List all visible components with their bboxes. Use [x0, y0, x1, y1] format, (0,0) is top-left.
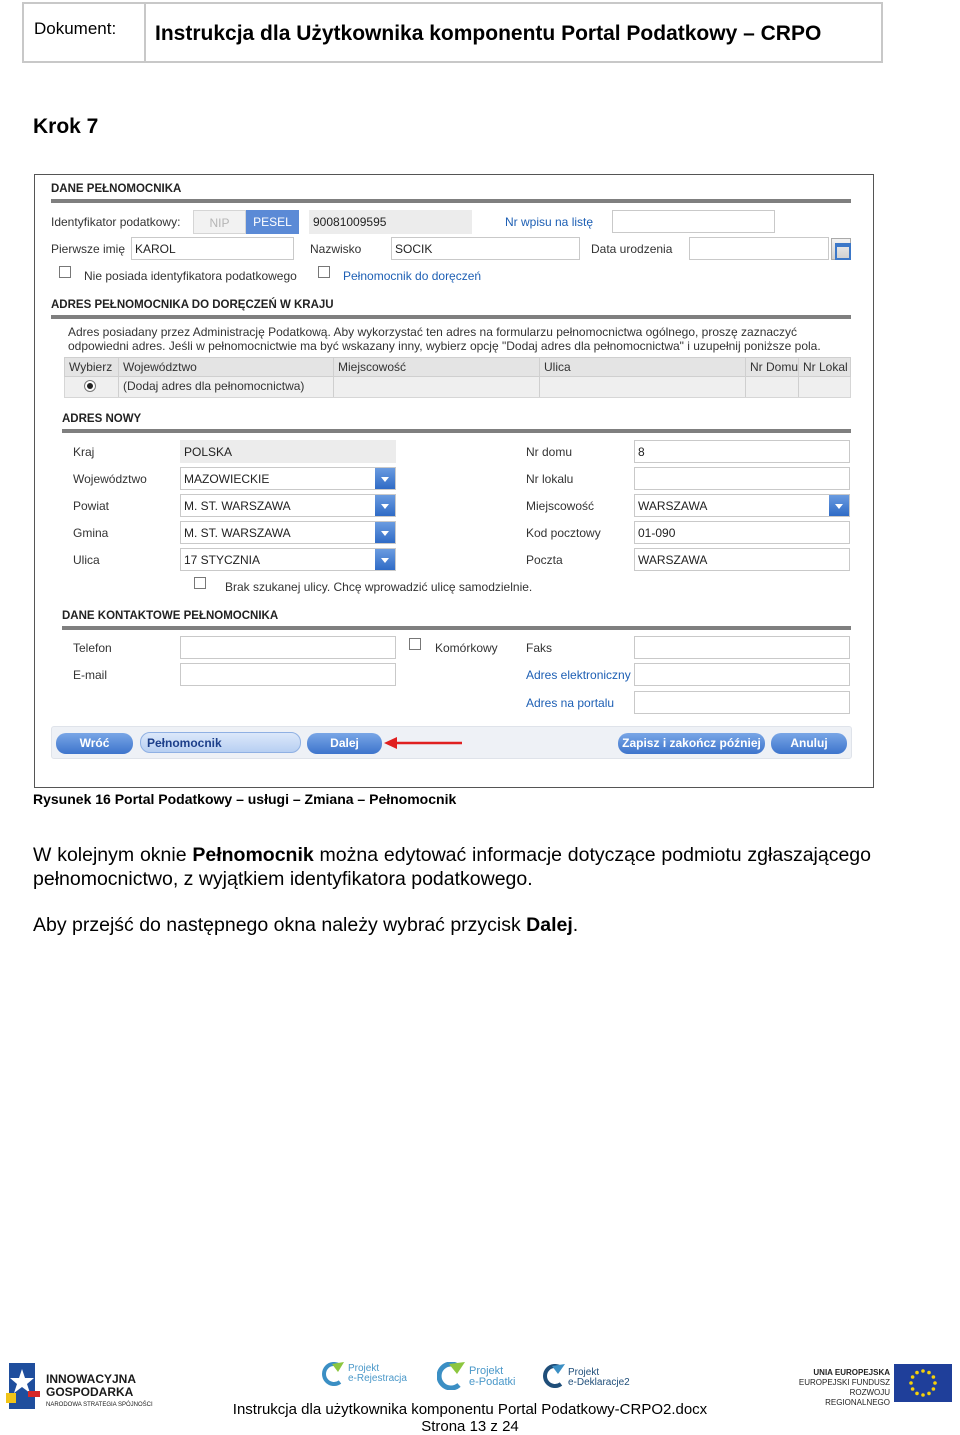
address-radio[interactable]	[84, 380, 96, 392]
email-input[interactable]	[180, 663, 396, 686]
logo-text-line3: NARODOWA STRATEGIA SPÓJNOŚCI	[46, 1402, 153, 1408]
step-indicator-button[interactable]: Pełnomocnik	[140, 732, 301, 753]
first-name-input[interactable]: KAROL	[131, 237, 294, 260]
phone-label: Telefon	[73, 641, 112, 655]
eu-star	[932, 1387, 936, 1391]
eu-text-line2: EUROPEJSKI FUNDUSZ	[798, 1378, 890, 1387]
eu-star	[927, 1392, 931, 1396]
eu-star	[921, 1393, 925, 1397]
project3-line1: Projekt	[568, 1367, 600, 1378]
project3-line2: e-Deklaracje2	[568, 1377, 630, 1388]
e-address-input[interactable]	[634, 663, 850, 686]
eu-star	[915, 1371, 919, 1375]
eu-star	[911, 1375, 915, 1379]
paragraph-1-bold: Pełnomocnik	[192, 844, 314, 866]
no-tax-id-label: Nie posiada identyfikatora podatkowego	[84, 269, 297, 283]
paragraph-2	[33, 913, 871, 937]
table-row[interactable]	[64, 377, 851, 398]
cancel-button[interactable]: Anuluj	[771, 733, 847, 754]
red-arrow-icon	[384, 735, 464, 751]
document-label: Dokument:	[24, 4, 146, 61]
eu-flag-icon	[894, 1364, 952, 1402]
project-logo-icon	[437, 1362, 465, 1390]
no-street-checkbox[interactable]	[194, 577, 206, 589]
portal-address-input[interactable]	[634, 691, 850, 714]
chevron-down-icon[interactable]	[375, 468, 395, 489]
section-title-address: ADRES PEŁNOMOCNIKA DO DORĘCZEŃ W KRAJU	[51, 299, 334, 311]
logo-text-line2: GOSPODARKA	[46, 1385, 134, 1399]
col-voivodeship: Województwo	[118, 358, 333, 376]
eu-star	[932, 1375, 936, 1379]
paragraph-1-text: W kolejnym oknie	[33, 844, 193, 866]
tax-id-label: Identyfikator podatkowy:	[51, 215, 181, 229]
paragraph-2-bold: Dalej	[526, 914, 573, 936]
no-tax-id-checkbox[interactable]	[59, 266, 71, 278]
pesel-input[interactable]: 90081009595	[309, 210, 472, 234]
house-no-input[interactable]: 8	[634, 440, 850, 463]
table-cell	[333, 377, 539, 397]
eu-text-line1: UNIA EUROPEJSKA	[813, 1368, 890, 1377]
paragraph-1	[33, 843, 871, 891]
mobile-checkbox[interactable]	[409, 638, 421, 650]
country-input: POLSKA	[180, 440, 396, 463]
voivodeship-label: Województwo	[73, 472, 147, 486]
city-label: Miejscowość	[526, 499, 595, 513]
flat-no-input[interactable]	[634, 467, 850, 490]
registry-no-label: Nr wpisu na listę	[505, 215, 594, 229]
street-value: 17 STYCZNIA	[184, 553, 261, 567]
pesel-option[interactable]: PESEL	[246, 210, 299, 234]
eu-star	[911, 1387, 915, 1391]
flat-no-label: Nr lokalu	[526, 472, 574, 486]
table-cell	[745, 377, 798, 397]
eu-star	[927, 1371, 931, 1375]
eu-star	[909, 1381, 913, 1385]
mobile-label: Komórkowy	[435, 641, 498, 655]
col-flat-no: Nr Lokal	[798, 358, 852, 376]
project2-line1: Projekt	[469, 1365, 504, 1377]
section-divider	[51, 315, 851, 319]
document-title: Instrukcja dla Użytkownika komponentu Portal Podatkowy – CRPO	[155, 22, 822, 45]
birth-date-input[interactable]	[689, 237, 829, 260]
document-header	[22, 2, 883, 63]
eu-logo	[786, 1364, 953, 1407]
street-select[interactable]	[180, 548, 396, 571]
county-value: M. ST. WARSZAWA	[184, 499, 291, 513]
address-table-header	[64, 357, 851, 377]
back-button[interactable]: Wróć	[56, 733, 133, 754]
project-logo-icon	[542, 1364, 566, 1388]
birth-date-label: Data urodzenia	[591, 242, 673, 256]
section-divider	[62, 626, 851, 630]
section-title-contact: DANE KONTAKTOWE PEŁNOMOCNIKA	[62, 610, 279, 622]
project1-line2: e-Rejestracja	[348, 1373, 407, 1384]
commune-select[interactable]	[180, 521, 396, 544]
surname-input[interactable]: SOCIK	[391, 237, 580, 260]
col-city: Miejscowość	[333, 358, 539, 376]
country-label: Kraj	[73, 445, 95, 459]
nip-option[interactable]: NIP	[193, 210, 246, 234]
post-input[interactable]: WARSZAWA	[634, 548, 850, 571]
paragraph-2-text-end: .	[572, 914, 579, 936]
logo-text-line1: INNOWACYJNA	[46, 1372, 137, 1386]
postcode-input[interactable]: 01-090	[634, 521, 850, 544]
phone-input[interactable]	[180, 636, 396, 659]
col-street: Ulica	[539, 358, 745, 376]
house-no-label: Nr domu	[526, 445, 573, 459]
commune-value: M. ST. WARSZAWA	[184, 526, 291, 540]
figure-caption: Rysunek 16 Portal Podatkowy – usługi – Zmiana – Pełnomocnik	[33, 791, 457, 807]
eu-text-line3: ROZWOJU REGIONALNEGO	[825, 1388, 890, 1407]
voivodeship-select[interactable]	[180, 467, 396, 490]
eu-star	[915, 1392, 919, 1396]
col-select: Wybierz	[69, 360, 113, 374]
county-label: Powiat	[73, 499, 110, 513]
eu-star	[921, 1369, 925, 1373]
fax-input[interactable]	[634, 636, 850, 659]
delivery-rep-label: Pełnomocnik do doręczeń	[343, 269, 482, 283]
next-button[interactable]: Dalej	[307, 733, 382, 754]
delivery-rep-checkbox[interactable]	[318, 266, 330, 278]
table-cell	[798, 377, 852, 397]
chevron-down-icon[interactable]	[375, 522, 395, 543]
footer-page-number: Strona 13 z 24	[421, 1418, 519, 1435]
section-divider	[62, 429, 851, 433]
project1-line1: Projekt	[348, 1363, 380, 1374]
form-toolbar	[51, 726, 852, 759]
first-name-label: Pierwsze imię	[51, 242, 126, 256]
col-house-no: Nr Domu	[745, 358, 798, 376]
portal-address-label: Adres na portalu	[526, 696, 615, 710]
voivodeship-value: MAZOWIECKIE	[184, 472, 270, 486]
email-label: E-mail	[73, 668, 108, 682]
calendar-icon[interactable]	[831, 238, 851, 260]
surname-label: Nazwisko	[310, 242, 362, 256]
save-later-button[interactable]: Zapisz i zakończ później	[618, 733, 765, 754]
postcode-label: Kod pocztowy	[526, 526, 601, 540]
paragraph-1-text-end: można edytować informacje dotyczące podmiotu zgłaszającego pełnomocnictwo, z wyjątkiem identyfikatora podatkowego.	[33, 844, 872, 890]
footer-document-name: Instrukcja dla użytkownika komponentu Portal Podatkowy-CRPO2.docx	[232, 1401, 708, 1418]
post-label: Poczta	[526, 553, 563, 567]
chevron-down-icon[interactable]	[375, 549, 395, 570]
city-value: WARSZAWA	[638, 499, 708, 513]
county-select[interactable]	[180, 494, 396, 517]
city-select[interactable]	[634, 494, 850, 517]
eu-star	[933, 1381, 937, 1385]
registry-no-input[interactable]	[612, 210, 775, 233]
section-title-new-address: ADRES NOWY	[62, 413, 142, 425]
form-screenshot	[34, 174, 874, 788]
paragraph-2-text: Aby przejść do następnego okna należy wybrać przycisk	[33, 914, 527, 936]
e-address-label: Adres elektroniczny	[526, 668, 631, 682]
table-cell	[539, 377, 745, 397]
street-label: Ulica	[73, 553, 100, 567]
add-address-option[interactable]: (Dodaj adres dla pełnomocnictwa)	[118, 377, 333, 397]
chevron-down-icon[interactable]	[375, 495, 395, 516]
project-logo-icon	[322, 1362, 344, 1386]
address-note-line2: odpowiedni adres. Jeśli w pełnomocnictwie ma być wskazany inny, wybierz opcję "Dodaj adres dla pełnomocnictwa" i uzupełnij poniższe pola.	[68, 339, 821, 353]
commune-label: Gmina	[73, 526, 109, 540]
section-divider	[51, 199, 851, 203]
chevron-down-icon[interactable]	[829, 495, 849, 516]
section-title-representative: DANE PEŁNOMOCNIKA	[51, 183, 182, 195]
address-note-line1: Adres posiadany przez Administrację Podatkową. Aby wykorzystać ten adres na formularzu pełnomocnictwa ogólnego, proszę zaznaczyć	[68, 325, 798, 339]
fax-label: Faks	[526, 641, 553, 655]
project2-line2: e-Podatki	[469, 1376, 516, 1388]
step-title: Krok 7	[33, 115, 99, 138]
no-street-label: Brak szukanej ulicy. Chcę wprowadzić ulicę samodzielnie.	[225, 580, 533, 594]
